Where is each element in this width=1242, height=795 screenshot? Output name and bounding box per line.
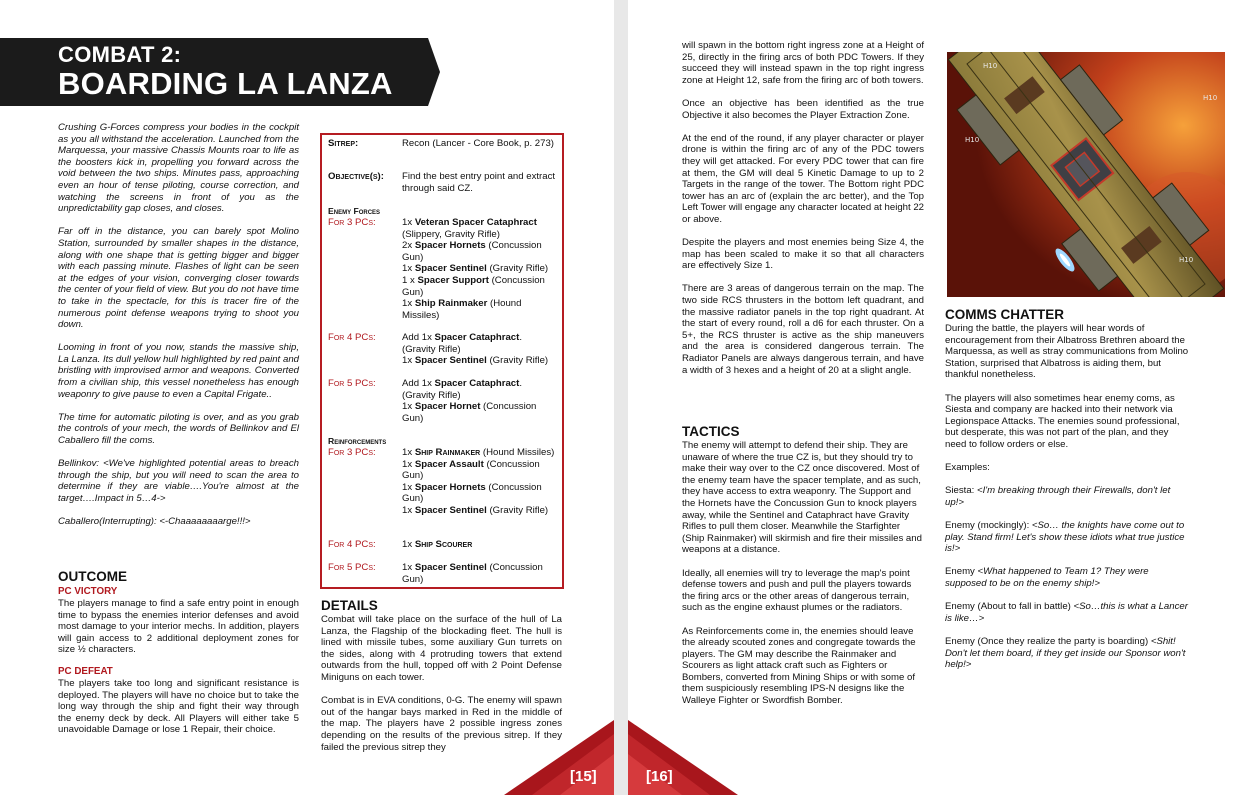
comms-text bbox=[945, 323, 1189, 682]
ship-map-artwork bbox=[947, 52, 1225, 297]
enemy-line: 1x Spacer Assault (Concussion Gun) bbox=[402, 458, 540, 482]
enemy-line: 1x Ship Scourer bbox=[402, 539, 473, 550]
intro-paragraph: Caballero(Interrupting): <-Chaaaaaaaarge!!!> bbox=[58, 516, 251, 528]
details-paragraph: Combat will take place on the surface of the hull of La Lanza, the Flagship of the blockading fleet. The hull is lined with missile tubes, some auxiliary Gun turrets on the sides, along with 4 protruding towers that extend outwards from the hull, topped off with 2 Point Defense Miniguns on each tower. bbox=[321, 614, 562, 683]
chapter-title-line2: BOARDING LA LANZA bbox=[58, 66, 393, 101]
right-page bbox=[628, 0, 1242, 795]
map-height-label: H10 bbox=[965, 136, 980, 144]
page-corner-decoration bbox=[628, 720, 738, 795]
for-5-pcs-list bbox=[402, 378, 558, 424]
enemy-line: 1x Ship Rainmaker (Hound Missiles) bbox=[402, 298, 522, 321]
for-4-pcs-label: For 4 PCs: bbox=[328, 332, 376, 343]
sitrep-value: Recon (Lancer - Core Book, p. 273) bbox=[402, 138, 554, 149]
intro-paragraph: Far off in the distance, you can barely spot Molino Station, surrounded by smaller shapes in the distance, along with one shape that is getting bigger and bigger with each passing minute. Flashes of light can be seen at the edges of your vision, converging closer towards the center of your field of view. But you do not have time to take in the spectacle, for this is tracer fire of the numerous point defense weapons trying to shoot you down. bbox=[58, 226, 299, 331]
comms-chatter-heading: COMMS CHATTER bbox=[945, 307, 1064, 322]
ship-map-illustration bbox=[947, 52, 1225, 297]
intro-paragraph: Bellinkov: <We've highlighted potential areas to breach through the ship, but you will need to scan the area to determine if they are viable….You're almost at the target….Impact in 5…4-> bbox=[58, 458, 299, 504]
enemy-forces-label: Enemy Forces bbox=[328, 206, 381, 216]
tactics-text bbox=[682, 440, 924, 718]
comms-example: Siesta: <I'm breaking through their Firewalls, don't let up!> bbox=[945, 485, 1171, 508]
enemy-line: 1x Spacer Hornets (Concussion Gun) bbox=[402, 481, 542, 505]
rules-paragraph: will spawn in the bottom right ingress zone at a Height of 25, directly in the firing arcs of both PDC Towers. If they succeed they will instead spawn in the top right ingress zone at Height 12, safe from the firing arc of both towers. bbox=[682, 40, 924, 86]
title-banner-edge bbox=[428, 38, 440, 106]
map-height-label: H10 bbox=[1203, 94, 1218, 102]
objective-label: Objective(s): bbox=[328, 171, 384, 182]
enemy-line: 1x Ship Rainmaker (Hound Missiles) bbox=[402, 447, 555, 458]
for-5-pcs-label: For 5 PCs: bbox=[328, 378, 376, 389]
enemy-line: 1x Spacer Sentinel (Gravity Rifle) bbox=[402, 504, 549, 516]
details-heading: DETAILS bbox=[321, 598, 378, 613]
map-height-label: H10 bbox=[983, 62, 998, 70]
enemy-line: 1x Veteran Spacer Cataphract (Slippery, Gravity Rifle) bbox=[402, 217, 537, 240]
enemy-line: 1x Spacer Sentinel (Gravity Rifle) bbox=[402, 355, 549, 367]
enemy-line: 1 x Spacer Support (Concussion Gun) bbox=[402, 274, 545, 298]
sitrep-box bbox=[320, 133, 564, 589]
rules-paragraph: Despite the players and most enemies being Size 4, the map has been scaled to make it so that all characters are effectively Size 1. bbox=[682, 237, 924, 272]
details-paragraph: Combat is in EVA conditions, 0-G. The enemy will spawn out of the hangar bays marked in Red in the middle of the map. The players have 2 possible ingress zones depending on the results of the previous sitrep. If they failed the previous sitrep they bbox=[321, 695, 562, 753]
outcome-heading: OUTCOME bbox=[58, 569, 127, 584]
for-3-pcs-list bbox=[402, 217, 558, 321]
for-3-pcs-label: For 3 PCs: bbox=[328, 217, 376, 228]
rules-text bbox=[682, 40, 924, 388]
sitrep-label: Sitrep: bbox=[328, 138, 359, 149]
enemy-line: 1x Spacer Hornet (Concussion Gun) bbox=[402, 401, 537, 424]
intro-paragraph: The time for automatic piloting is over, and as you grab the controls of your mech, the words of Bellinkov and El Caballero fill the coms. bbox=[58, 411, 299, 447]
reinforcements-for-5-list bbox=[402, 562, 558, 585]
page-number: [15] bbox=[570, 768, 597, 785]
page-number: [16] bbox=[646, 768, 673, 785]
tactics-heading: TACTICS bbox=[682, 424, 740, 439]
reinforcements-for-4-label: For 4 PCs: bbox=[328, 539, 376, 550]
comms-paragraph: The players will also sometimes hear enemy coms, as Siesta and company are hacked into their network via Legionspace Attacks. The enemies sound professional, but desperate, this was not part of the plan, and they need to follow orders or else. bbox=[945, 392, 1180, 450]
pc-victory-heading: PC VICTORY bbox=[58, 586, 118, 597]
rules-paragraph: At the end of the round, if any player character or player drone is within the firing arc of any of the PDC towers they will get attacked. For every PDC tower that can fire at them, the GM will deal 5 Kinetic Damage to up to 2 Targets in the range of the tower. The Bottom right PDC tower has an arc of (explain the arc better), and the Top Left Tower will engage any character located at height 22 or above. bbox=[682, 132, 924, 225]
chapter-title-line1: COMBAT 2: bbox=[58, 42, 182, 67]
pc-defeat-heading: PC DEFEAT bbox=[58, 666, 113, 677]
intro-paragraph: Looming in front of you now, stands the massive ship, La Lanza. Its dull yellow hull highlighted by red paint and bristling with improvised armor and weapons. Converted from a civilian ship, this vessel nonetheless has enough weaponry to give pause to even a Capital Frigate.. bbox=[58, 342, 299, 400]
reinforcements-for-4-list bbox=[402, 539, 558, 551]
intro-text bbox=[58, 122, 299, 539]
enemy-line: Add 1x Spacer Cataphract. (Gravity Rifle) bbox=[402, 332, 522, 355]
enemy-line: 2x Spacer Hornets (Concussion Gun) bbox=[402, 240, 542, 263]
pc-defeat-text: The players take too long and significant resistance is deployed. The players will have no choice but to take the long way through the ship and fight their way through the enemy deck by deck. All Players will either take 5 unavoidable Damage or lose 1 Repair, their choice. bbox=[58, 678, 299, 736]
page-corner-decoration bbox=[504, 720, 614, 795]
tactics-paragraph: As Reinforcements come in, the enemies should leave the already scouted zones and congregate towards the players. The GM may describe the Rainmaker and Scourers as light attack craft such as Fighters or Bombers, converted from Mining Ships or with some of them suspiciously resembling IPS-N designs like the Walleye Fighter or Swordfish Bomber. bbox=[682, 625, 916, 707]
pc-victory-text: The players manage to find a safe entry point in enough time to bypass the enemies interior defenses and avoid most damage to your interior mechs. In addition, players will gain access to 2 additional deployment zones for size ½ characters. bbox=[58, 598, 299, 656]
comms-example: Enemy (About to fall in battle) <So…this is what a Lancer is like…> bbox=[945, 601, 1188, 624]
enemy-line: 1x Spacer Sentinel (Gravity Rifle) bbox=[402, 263, 549, 275]
comms-paragraph: Examples: bbox=[945, 462, 990, 474]
enemy-line: 1x Spacer Sentinel (Concussion Gun) bbox=[402, 562, 543, 585]
rules-paragraph: There are 3 areas of dangerous terrain on the map. The two side RCS thrusters in the bottom left quadrant, and the massive radiator panels in the top right quadrant. At the start of every round, roll a d6 for each thruster. On a 5+, the RCS thruster is active as the ship maneuvers and the area is considered dangerous terrain. The Radiator Panels are always dangerous terrain, and have a width of 3 hexes and a height of 20 at a slight angle. bbox=[682, 283, 924, 376]
reinforcements-for-3-list bbox=[402, 447, 558, 517]
rules-paragraph: Once an objective has been identified as the true Objective it also becomes the Player Extraction Zone. bbox=[682, 97, 924, 121]
tactics-paragraph: Ideally, all enemies will try to leverage the map's point defense towers and push and pull the players towards the firing arcs or the other areas of dangerous terrain, such as the engine exhaust plumes or the radiators. bbox=[682, 567, 912, 614]
enemy-line: Add 1x Spacer Cataphract. (Gravity Rifle) bbox=[402, 378, 522, 401]
comms-example: Enemy (mockingly): <So… the knights have come out to play. Stand firm! Let's show these idiots what true justice is!> bbox=[945, 520, 1185, 555]
intro-paragraph: Crushing G-Forces compress your bodies in the cockpit as you all withstand the acceleration. Launched from the Marquessa, your massive Chassis Mounts roar to life as the boosters kick in, propelling you forward across the void between the two ships. Minutes pass, approaching even an hour of tense piloting, course correction, and watching the screens in front of you as the unpredictability gap closes, and closes. bbox=[58, 122, 299, 215]
reinforcements-for-5-label: For 5 PCs: bbox=[328, 562, 376, 573]
reinforcements-label: Reinforcements bbox=[328, 436, 387, 446]
comms-example: Enemy <What happened to Team 1? They were supposed to be on the enemy ship!> bbox=[945, 566, 1149, 590]
reinforcements-for-3-label: For 3 PCs: bbox=[328, 447, 376, 458]
for-4-pcs-list bbox=[402, 332, 558, 367]
objective-value: Find the best entry point and extract through said CZ. bbox=[402, 171, 556, 194]
comms-example: Enemy (Once they realize the party is boarding) <Shit! Don't let them board, if they get inside our Sponsor won't help!> bbox=[945, 636, 1186, 671]
left-page bbox=[0, 0, 614, 795]
comms-paragraph: During the battle, the players will hear words of encouragement from their Albatross Brethren aboard the Marquessa, as well as stray communications from Molino Station, surprised that Albatross is aiding them, but thankful nonetheless. bbox=[945, 323, 1189, 381]
map-height-label: H10 bbox=[1179, 256, 1194, 264]
tactics-paragraph: The enemy will attempt to defend their ship. They are unaware of where the true CZ is, but they should try to make their way over to the CZ once discovered. Most of the enemy team have the spacer template, and as such, they have access to extra weaponry. The Support and the Hornets have the Concussion Gun to knock players away, while the Sentinel and Cataphract have Gravity Rifles to pull them closer. Meanwhile the Starfighter (Ship Rainmaker) will skirmish and fire their missiles and weapons at a distance. bbox=[682, 440, 922, 556]
